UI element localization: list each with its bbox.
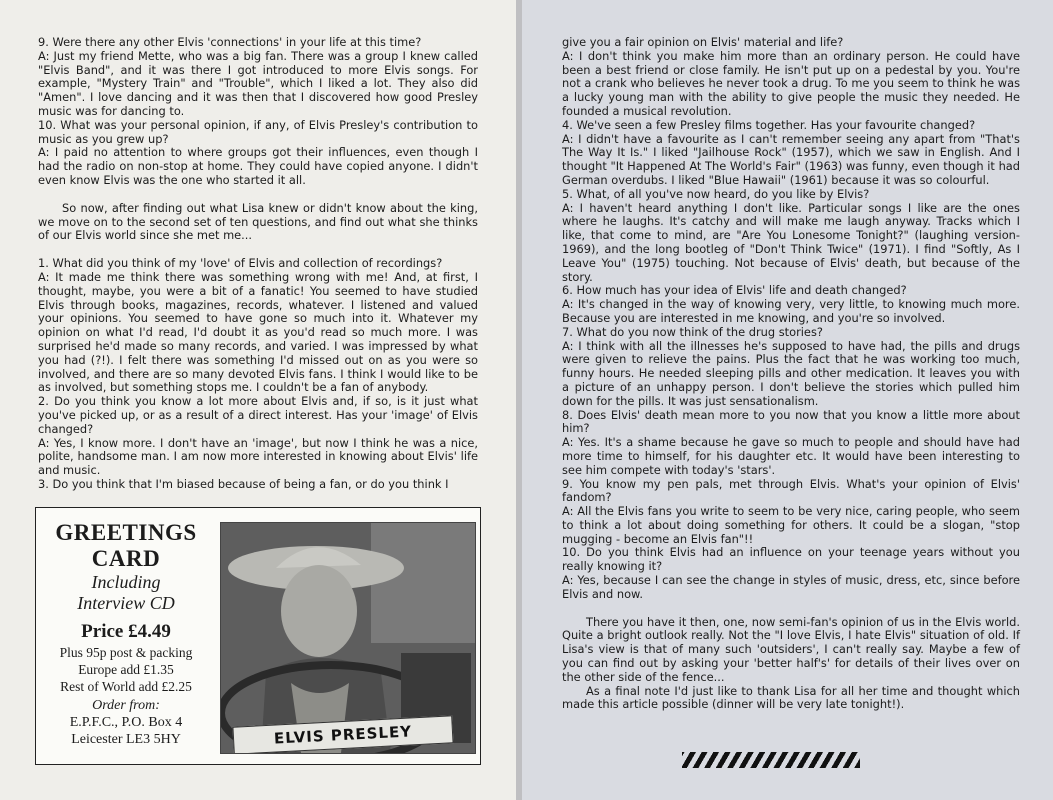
answer-8: A: Yes. It's a shame because he gave so much to people and should have had more time to himself, for his daughter etc. It would have been interesting to see him compete with today's 'stars'. xyxy=(562,435,1020,477)
answer-9-second-set: A: All the Elvis fans you write to seem to be very nice, caring people, who seem to think a lot about doing something for others. It could be a slogan, "stop mugging - become an Elvis fan"!! xyxy=(562,504,1020,546)
end-of-article-stripe-divider xyxy=(682,752,860,768)
question-3: 3. Do you think that I'm biased because of being a fan, or do you think I xyxy=(38,476,449,491)
question-5: 5. What, of all you've now heard, do you like by Elvis? xyxy=(562,186,870,201)
answer-10-second-set: A: Yes, because I can see the change in styles of music, dress, etc, since before Elvis and now. xyxy=(562,573,1020,601)
question-10: 10. What was your personal opinion, if any, of Elvis Presley's contribution to music as you grew up? xyxy=(38,117,478,146)
elvis-presley-photo-label: ELVIS PRESLEY xyxy=(232,715,453,754)
ad-text xyxy=(42,520,210,748)
ad-order-from: Order from: xyxy=(92,698,160,713)
question-1: 1. What did you think of my 'love' of Elvis and collection of recordings? xyxy=(38,256,443,271)
elvis-photo xyxy=(220,522,476,754)
right-article-text xyxy=(562,36,1020,712)
answer-6: A: It's changed in the way of knowing very, very little, to knowing much more. Because you are interested in me knowing, and you're so involved. xyxy=(562,297,1020,325)
ad-europe-postage: Europe add £1.35 xyxy=(78,662,174,677)
closing-paragraph: There you have it then, one, now semi-fan's opinion of us in the Elvis world. Quite a bright outlook really. Not the "I love Elvis, I hate Elvis" situation of old. If Lisa's view is that of many such 'outsiders', I can't really say. Maybe a few of you can find out by asking your 'better half's' for details of their lives over on the other side of the fence... xyxy=(562,614,1020,684)
ad-title-line1: GREETINGS xyxy=(55,520,197,545)
ad-subtitle-line2: Interview CD xyxy=(77,593,175,613)
answer-3: A: I don't think you make him more than an ordinary person. He could have been a best friend or close family. He isn't put up on a pedestal by you. You're not a crank who believes he never took a drug. To me you seem to think he was a lucky young man with the ability to give people the music they needed. He founded a musical revolution. xyxy=(562,48,1020,118)
question-4: 4. We've seen a few Presley films together. Has your favourite changed? xyxy=(562,117,976,132)
question-7: 7. What do you now think of the drug stories? xyxy=(562,324,823,339)
ad-title-line2: CARD xyxy=(91,546,161,571)
greetings-card-ad xyxy=(35,507,481,765)
answer-5: A: I haven't heard anything I don't like. Particular songs I like are the ones where he laughs. It's catchy and will make me laugh anyway. Tracks which I like, that come to mind, are "Are You Lonesome Tonight?" (laughing version-1969), and the long bootleg of "Don't Think Twice" (1971). I find "Softly, As I Leave You" (1975) touching. Not because of Elvis' death, but because of the story. xyxy=(562,200,1020,284)
question-6: 6. How much has your idea of Elvis' life and death changed? xyxy=(562,283,907,298)
answer-1: A: It made me think there was something wrong with me! And, at first, I thought, maybe, you were a bit of a fanatic! You seemed to have studied Elvis through books, magazines, records, whatever. I listened and valued your opinions. You seemed to have gone so much into it. Whatever my opinion on what I'd read, I'd doubt it as you'd read so much more. I was surprised he'd made so many records, and varied. I was impressed by what you had (?!). I felt there was something I'd missed out on as you were so involved, and there are so many devoted Elvis fans. I think I would like to be as involved, but something stops me. I couldn't be a fan of anybody. xyxy=(38,269,478,395)
question-2: 2. Do you think you know a lot more about Elvis and, if so, is it just what you've picked up, or as a result of a direct interest. Has your 'image' of Elvis changed? xyxy=(38,394,478,436)
left-article-text xyxy=(38,36,478,492)
ad-subtitle-line1: Including xyxy=(91,572,161,592)
question-3-continued: give you a fair opinion on Elvis' material and life? xyxy=(562,35,844,49)
answer-9: A: Just my friend Mette, who was a big fan. There was a group I knew called "Elvis Band", and it was there I got introduced to more Elvis songs. For example, "Mystery Train" and "Trouble", which I liked a lot. They also did "Amen". I love dancing and it was then that I discovered how good Presley music was for dancing to. xyxy=(38,48,478,118)
question-10-second-set: 10. Do you think Elvis had an influence on your teenage years without you really knowing it? xyxy=(562,545,1020,574)
final-note-paragraph: As a final note I'd just like to thank Lisa for all her time and thought which made this article possible (dinner will be very late tonight!). xyxy=(562,683,1020,712)
ad-rest-of-world-postage: Rest of World add £2.25 xyxy=(60,679,192,694)
answer-2: A: Yes, I know more. I don't have an 'image', but now I think he was a nice, polite, handsome man. I am now more interested in knowing about Elvis' life and music. xyxy=(38,435,478,478)
ad-address-line1: E.P.F.C., P.O. Box 4 xyxy=(69,715,183,730)
left-page xyxy=(0,0,516,800)
ad-price: Price £4.49 xyxy=(81,621,171,642)
answer-4: A: I didn't have a favourite as I can't remember seeing any apart from "That's The Way It Is." I liked "Jailhouse Rock" (1957), which we saw in English. And I thought "It Happened At The World's Fair" (1963) was funny, even though it had German overdubs. I liked "Blue Hawaii" (1961) because it was so colourful. xyxy=(562,131,1020,187)
answer-7: A: I think with all the illnesses he's supposed to have had, the pills and drugs were given to relieve the pains. Plus the fact that he was working too much, funny hours. He needed sleeping pills and other medication. It leaves you with a picture of an unhappy person. I don't believe the stories which pulled him down for the pills. It was just sensationalism. xyxy=(562,338,1020,408)
ad-postage: Plus 95p post & packing xyxy=(59,645,193,660)
transition-paragraph: So now, after finding out what Lisa knew or didn't know about the king, we move on to the second set of ten questions, and find out what she thinks of our Elvis world since she met me... xyxy=(38,200,478,243)
question-9-second-set: 9. You know my pen pals, met through Elvis. What's your opinion of Elvis' fandom? xyxy=(562,476,1020,505)
answer-10: A: I paid no attention to where groups got their influences, even though I had the radio on non-stop at home. They could have copied anyone. I didn't even know Elvis was the one who started it all. xyxy=(38,145,478,187)
right-page xyxy=(522,0,1053,800)
ad-address-line2: Leicester LE3 5HY xyxy=(71,732,181,747)
question-8: 8. Does Elvis' death mean more to you now that you know a little more about him? xyxy=(562,407,1020,436)
question-9: 9. Were there any other Elvis 'connections' in your life at this time? xyxy=(38,35,422,49)
